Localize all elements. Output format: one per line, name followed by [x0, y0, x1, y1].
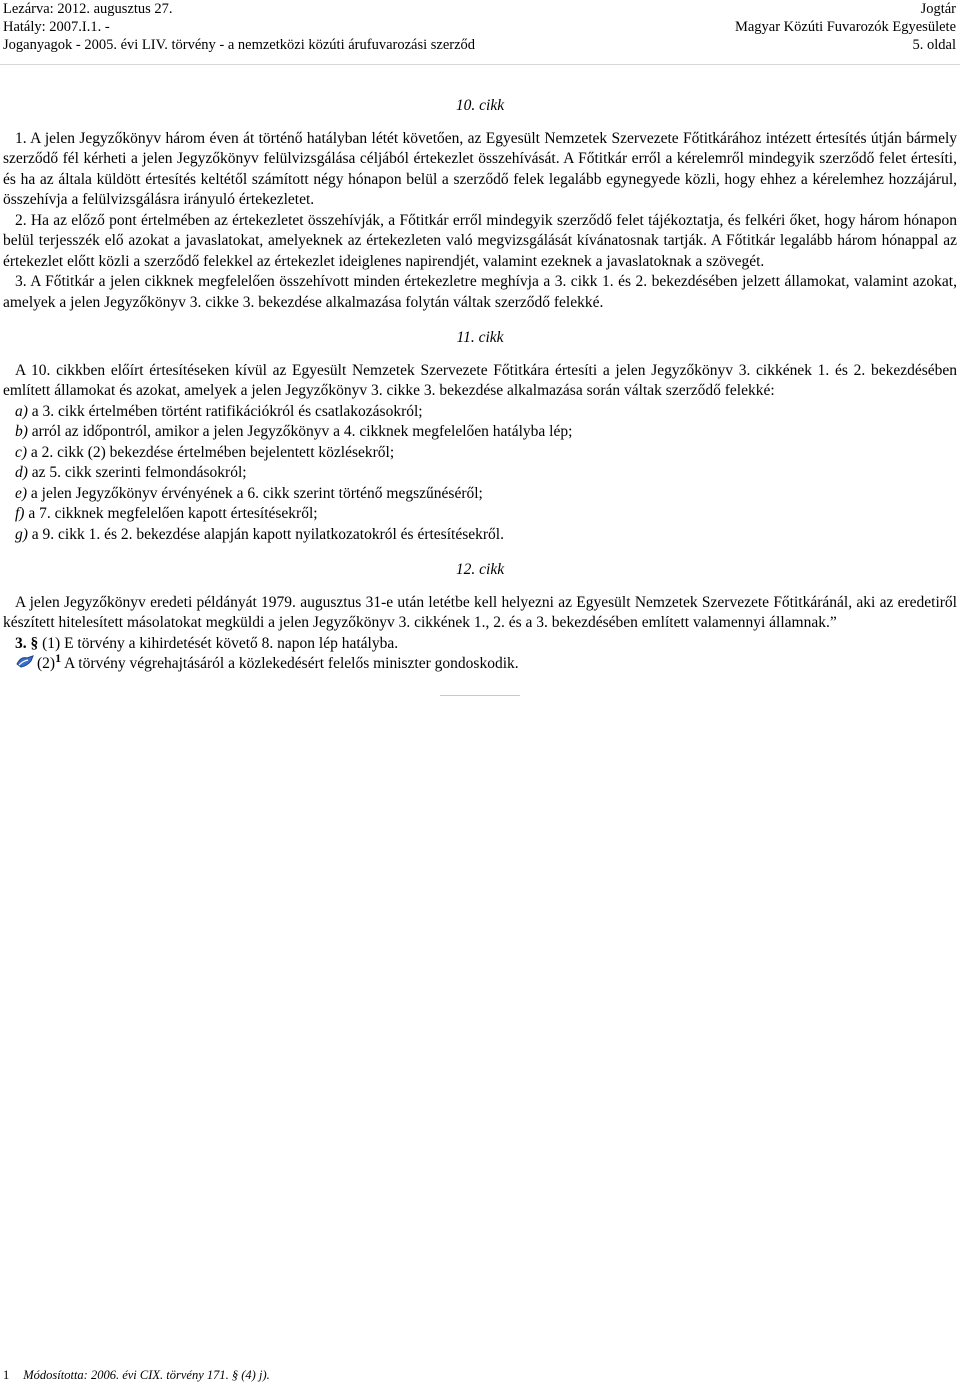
- list-item: d) az 5. cikk szerinti felmondásokról;: [15, 464, 247, 481]
- header-organization: Magyar Közúti Fuvarozók Egyesülete: [734, 19, 956, 35]
- header-effective-date: Hatály: 2007.I.1. -: [3, 19, 110, 35]
- section-number: 3.: [15, 634, 27, 652]
- section-3-paragraph-2: $(2)^1$ A törvény végrehajtásáról a közlekedésért felelős miniszter gondoskodik.: [3, 654, 957, 675]
- article-10-title: 10. cikk: [455, 97, 505, 114]
- article-11-intro: A 10. cikkben előírt értesítéseken kívül az Egyesült Nemzetek Szervezete Főtitkára értesíti a jelen Jegyzőkönyv 3. cikkének 1. és 2. bekezdésében említett államokat és azokat, amelyek a jelen Jegyzőkönyv 3. cikke 3. bekezdése alkalmazása során váltak szerződő felekké:: [3, 361, 957, 399]
- footnote-number: 1: [3, 1368, 10, 1382]
- amendment-link-icon[interactable]: [15, 654, 37, 670]
- footnote-reference[interactable]: 1: [55, 651, 62, 665]
- header-publisher: Jogtár: [920, 1, 956, 17]
- article-11-title: 11. cikk: [456, 329, 504, 346]
- document-body: [3, 96, 957, 696]
- header-page-number: 5. oldal: [912, 37, 956, 53]
- article-12-title: 12. cikk: [455, 561, 505, 578]
- section-3-paragraph-1: 3. § (1) E törvény a kihirdetését követő 8. napon lép hatályba.: [15, 634, 399, 652]
- list-item: b) arról az időpontról, amikor a jelen Jegyzőkönyv a 4. cikknek megfelelően hatályba lép;: [15, 423, 573, 440]
- list-item: c) a 2. cikk (2) bekezdése értelmében bejelentett közlésekről;: [15, 443, 395, 461]
- footnote-text: Módosította: 2006. évi CIX. törvény 171. § (4) j).: [23, 1368, 270, 1382]
- article-10-paragraph-1: 1. A jelen Jegyzőkönyv három éven át történő hatályban létét követően, az Egyesült Nemzetek Szervezete Főtitkárához intézett értesítés útján bármely szerződő fél kérheti a jelen Jegyzőkönyv felülvizsgálása céljából értekezlet összehívását. A Főtitkár erről a kérelemről mindegyik szerződő felet értesíti, és ha az általa küldött értesítés keltétől számított négy hónapon belül a szerződő felek legalább egynegyede közli, hogy ehhez a kérelemhez hozzájárul, összehívja a felülvizsgálásra irányuló értekezletet.: [3, 129, 957, 208]
- article-10-paragraph-3: 3. A Főtitkár a jelen cikknek megfelelően összehívott minden értekezletre meghívja a 3. cikk 1. és 2. bekezdésében jelzett államokat, valamint azokat, amelyek a jelen Jegyzőkönyv 3. cikke 3. bekezdése alkalmazása folytán váltak szerződő felekké.: [3, 273, 957, 311]
- section-sign: §: [30, 634, 39, 652]
- article-12-paragraph: A jelen Jegyzőkönyv eredeti példányát 1979. augusztus 31-e után letétbe kell helyezni az Egyesült Nemzetek Szervezete Főtitkáránál, aki az eredetiről készített hitelesített másolatokat megküldi a jelen Jegyzőkönyv 3. cikkének 1., 2. és a 3. bekezdésében említett valamennyi államnak.”: [3, 593, 957, 631]
- header-document-title: Joganyagok - 2005. évi LIV. törvény - a nemzetközi közúti árufuvarozási szerződ: [3, 37, 476, 53]
- end-separator: [440, 695, 520, 696]
- list-item: f) a 7. cikknek megfelelően kapott értesítésekről;: [15, 505, 318, 522]
- footnote: [3, 1368, 270, 1383]
- article-10-paragraph-2: 2. Ha az előző pont értelmében az értekezletet összehívják, a Főtitkár erről mindegyik szerződő felet tájékoztatja, és felkéri őket, hogy három hónapon belül terjesszék elő azokat a javaslatokat, amelyeknek az értekezleten való megvizsgálását kívánatosnak tartják. A Főtitkár legalább három hónappal az értekezlet előtt közli a szerződő felekkel az értekezlet ideiglenes napirendjét, valamint ezeknek a javaslatoknak a szövegét.: [3, 211, 957, 270]
- header-closed-date: Lezárva: 2012. augusztus 27.: [3, 1, 173, 17]
- header-divider: [0, 64, 960, 65]
- list-item: g) a 9. cikk 1. és 2. bekezdése alapján kapott nyilatkozatokról és értesítésekről.: [15, 525, 504, 543]
- list-item: a) a 3. cikk értelmében történt ratifikációkról és csatlakozásokról;: [15, 402, 423, 420]
- list-item: e) a jelen Jegyzőkönyv érvényének a 6. cikk szerint történő megszűnéséről;: [15, 484, 483, 502]
